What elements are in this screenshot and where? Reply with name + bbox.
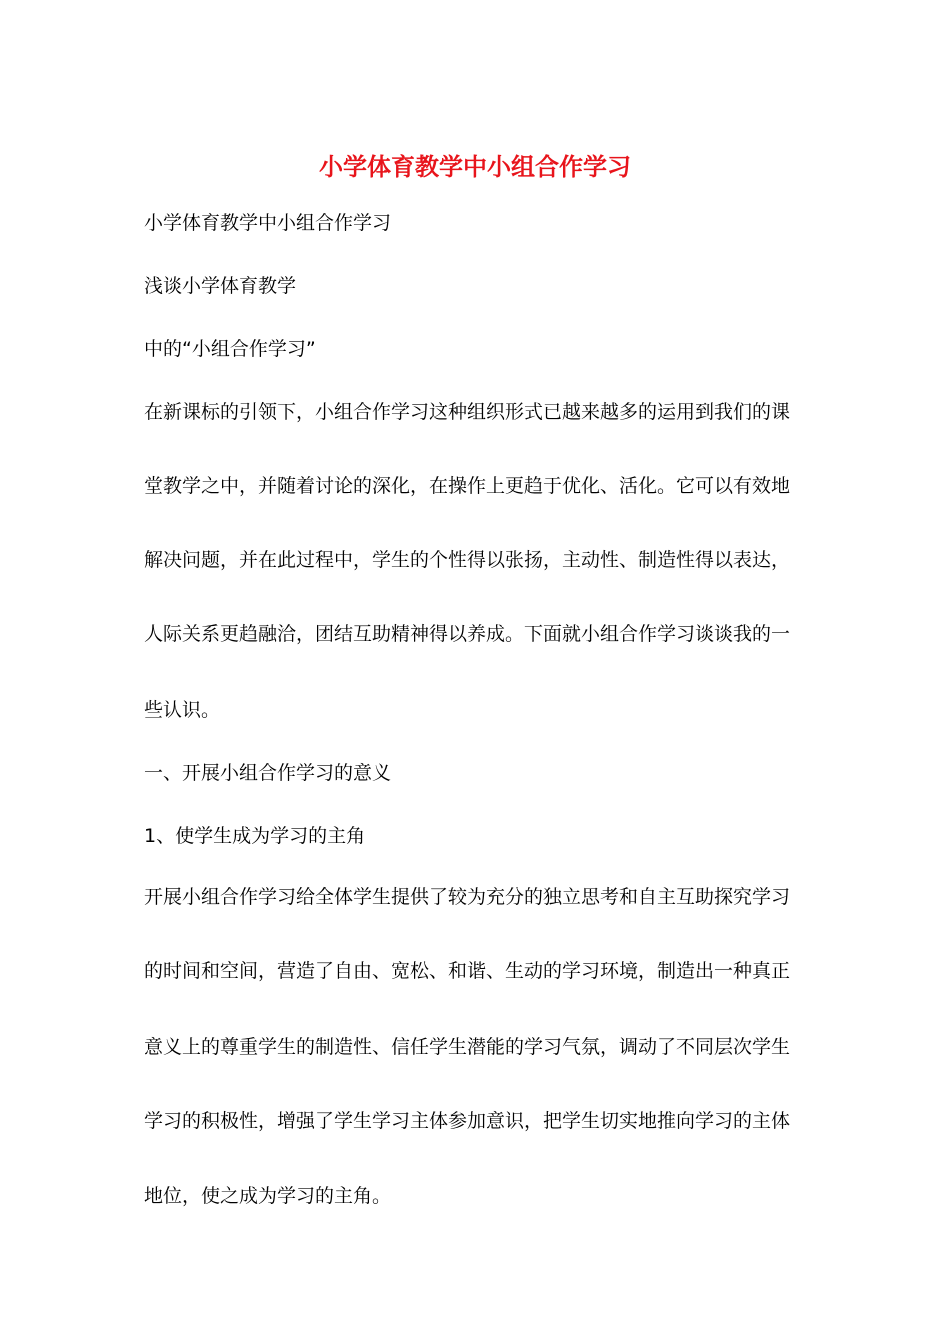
paragraph-line: 开展小组合作学习给全体学生提供了较为充分的独立思考和自主互助探究学习: [144, 886, 791, 908]
paragraph-line: 的时间和空间，营造了自由、宽松、和谐、生动的学习环境，制造出一种真正: [144, 960, 791, 982]
section-heading: 一、开展小组合作学习的意义: [144, 762, 392, 784]
paragraph-line: 人际关系更趋融洽，团结互助精神得以养成。下面就小组合作学习谈谈我的一: [144, 623, 791, 645]
subtitle-line: 浅谈小学体育教学: [144, 275, 297, 297]
subsection-heading: 1、使学生成为学习的主角: [144, 825, 366, 847]
paragraph-line: 意义上的尊重学生的制造性、信任学生潜能的学习气氛，调动了不同层次学生: [144, 1036, 791, 1058]
paragraph-line: 解决问题，并在此过程中，学生的个性得以张扬，主动性、制造性得以表达，: [144, 549, 791, 571]
paragraph-line: 在新课标的引领下，小组合作学习这种组织形式已越来越多的运用到我们的课: [144, 401, 791, 423]
paragraph-line: 学习的积极性，增强了学生学习主体参加意识，把学生切实地推向学习的主体: [144, 1110, 791, 1132]
subtitle-line: 中的“小组合作学习”: [144, 338, 316, 360]
paragraph-line: 地位，使之成为学习的主角。: [144, 1185, 392, 1207]
paragraph-line: 些认识。: [144, 699, 221, 721]
paragraph-line: 堂教学之中，并随着讨论的深化，在操作上更趋于优化、活化。它可以有效地: [144, 475, 791, 497]
document-title: 小学体育教学中小组合作学习: [319, 152, 631, 181]
subtitle-line: 小学体育教学中小组合作学习: [144, 212, 392, 234]
